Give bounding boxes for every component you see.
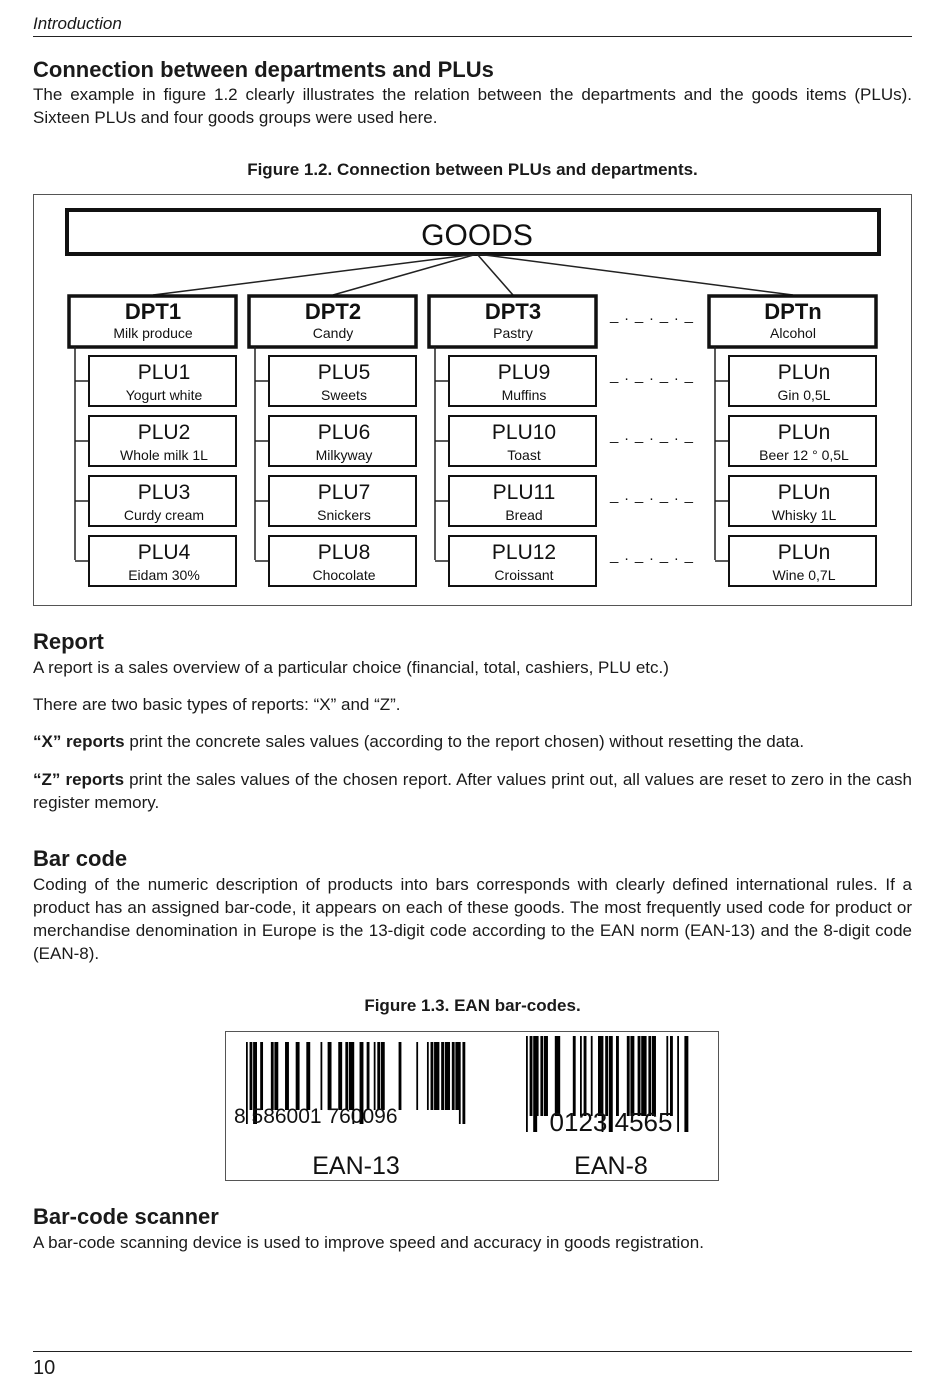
report-paragraph-1: A report is a sales overview of a particular choice (financial, total, cashiers, PLU etc.) — [33, 658, 669, 677]
page-number: 10 — [33, 1357, 56, 1379]
department-code: DPT2 — [304, 299, 362, 324]
plu-name: Wine 0,7L — [772, 567, 836, 583]
plu-code: PLU11 — [492, 481, 556, 504]
bar — [645, 1036, 647, 1116]
plu-code: PLUn — [777, 421, 831, 444]
plu-item — [435, 476, 596, 526]
plu-code: PLU6 — [317, 421, 371, 444]
department-name: Pastry — [493, 325, 533, 341]
heading-bar-code-scanner: Bar-code scanner — [33, 1204, 219, 1229]
bar — [666, 1036, 668, 1116]
bar — [558, 1036, 560, 1116]
ean8-label: EAN-8 — [574, 1152, 648, 1180]
plu-name: Milkyway — [315, 447, 373, 463]
plu-item — [715, 356, 876, 406]
plu-name: Whole milk 1L — [120, 447, 208, 463]
bar — [459, 1042, 461, 1124]
x-reports-term: “X” reports — [33, 732, 125, 751]
goods-label: GOODS — [421, 219, 533, 252]
connector-line — [477, 254, 513, 295]
plu-item — [255, 536, 416, 586]
bar — [399, 1042, 402, 1110]
bar — [526, 1036, 528, 1132]
plu-item — [715, 476, 876, 526]
plu-item — [435, 416, 596, 466]
bar — [250, 1042, 253, 1110]
plu-code: PLUn — [777, 541, 831, 564]
bar — [573, 1036, 576, 1116]
plu-name: Gin 0,5L — [777, 387, 831, 403]
bar — [374, 1042, 376, 1110]
heading-departments: Connection between departments and PLUs — [33, 57, 494, 82]
ellipsis-separator: _ . _ . _ . _ — [610, 427, 694, 444]
ean13-digits: 8 586001 760096 — [234, 1105, 398, 1128]
figure-1-2-caption: Figure 1.2. Connection between PLUs and departments. — [247, 160, 698, 179]
bar — [306, 1042, 310, 1110]
bar — [434, 1042, 438, 1110]
plu-name: Bread — [505, 507, 543, 523]
report-paragraph-z — [33, 768, 912, 814]
ean13-label: EAN-13 — [312, 1152, 400, 1180]
bar — [431, 1042, 434, 1110]
plu-item — [75, 356, 236, 406]
departments-paragraph: The example in figure 1.2 clearly illustrates the relation between the departments and the goods items (PLUs). Sixteen PLUs and four goods groups were used here. — [33, 85, 912, 127]
ellipsis-separator: _ . _ . _ . _ — [610, 547, 694, 564]
department-dpt3 — [429, 254, 596, 586]
x-reports-text: print the concrete sales values (according to the report chosen) without resetting the data. — [124, 732, 805, 751]
plu-name: Toast — [507, 447, 541, 463]
bar — [627, 1036, 630, 1116]
department-name: Milk produce — [113, 325, 193, 341]
plu-code: PLU3 — [137, 481, 191, 504]
plu-item — [75, 536, 236, 586]
department-code: DPTn — [764, 299, 822, 324]
plu-item — [715, 536, 876, 586]
plu-name: Chocolate — [312, 567, 376, 583]
plu-name: Muffins — [501, 387, 547, 403]
plu-name: Eidam 30% — [128, 567, 200, 583]
bar — [677, 1036, 679, 1132]
plu-code: PLU7 — [317, 481, 371, 504]
bar — [274, 1042, 278, 1110]
z-reports-text: print the sales values of the chosen report. After values print out, all values are reset to zero in the cash register memory. — [33, 770, 912, 812]
plu-code: PLU12 — [491, 541, 557, 564]
header-rule — [33, 36, 912, 37]
bar — [605, 1036, 608, 1116]
running-header: Introduction — [33, 14, 122, 33]
ean8-digits: 0123 4565 — [549, 1107, 673, 1137]
bar — [537, 1036, 539, 1116]
plu-item — [75, 416, 236, 466]
bar — [381, 1042, 385, 1110]
plu-name: Beer 12 ° 0,5L — [759, 447, 849, 463]
bar — [445, 1042, 449, 1110]
bar-code-paragraph: Coding of the numeric description of products into bars corresponds with clearly defined international rules. If a product has an assigned bar-code, it appears on each of these goods. The most frequently used code for product or merchandise denomination in Europe is the 13-digit code according to the EAN norm (EAN-13) and the 8-digit code (EAN-8). — [33, 875, 912, 963]
bar — [260, 1042, 263, 1110]
bar — [285, 1042, 289, 1110]
bar — [377, 1042, 380, 1110]
bar — [441, 1042, 444, 1110]
bar — [448, 1042, 450, 1110]
bar — [591, 1036, 593, 1116]
department-name: Candy — [312, 325, 354, 341]
connector-line — [477, 254, 793, 295]
ean-barcodes-image — [226, 1032, 718, 1180]
plu-item — [715, 416, 876, 466]
plu-code: PLU2 — [137, 421, 191, 444]
bar — [641, 1036, 645, 1116]
plu-department-diagram — [34, 195, 911, 605]
plu-name: Curdy cream — [123, 507, 205, 523]
footer-rule — [33, 1351, 912, 1352]
figure-1-3 — [225, 1031, 719, 1181]
bar — [544, 1036, 548, 1116]
z-reports-term: “Z” reports — [33, 770, 125, 789]
figure-1-2 — [33, 194, 912, 606]
plu-item — [255, 476, 416, 526]
bar — [349, 1042, 353, 1110]
report-paragraph-2: There are two basic types of reports: “X” and “Z”. — [33, 695, 401, 714]
bar — [555, 1036, 559, 1116]
bar — [328, 1042, 332, 1110]
ellipsis-separator: _ . _ . _ . _ — [610, 367, 694, 384]
figure-1-3-caption: Figure 1.3. EAN bar-codes. — [364, 996, 581, 1015]
bar — [338, 1042, 342, 1110]
heading-bar-code: Bar code — [33, 846, 128, 871]
bar — [530, 1036, 533, 1116]
report-paragraph-x — [33, 730, 912, 753]
ellipsis-separator: _ . _ . _ . _ — [610, 487, 694, 504]
bar — [580, 1036, 582, 1116]
bar — [630, 1036, 634, 1116]
plu-code: PLU9 — [497, 361, 551, 384]
plu-code: PLU8 — [317, 541, 371, 564]
bar — [638, 1036, 641, 1116]
department-name: Alcohol — [770, 325, 816, 341]
department-code: DPT3 — [484, 299, 542, 324]
plu-name: Snickers — [317, 507, 371, 523]
bar — [296, 1042, 300, 1110]
plu-code: PLU10 — [491, 421, 557, 444]
bar — [670, 1036, 673, 1116]
bar — [321, 1042, 323, 1110]
bar — [427, 1042, 429, 1110]
bar — [598, 1036, 602, 1116]
plu-code: PLU1 — [137, 361, 191, 384]
ellipsis-separator: _ . _ . _ . _ — [610, 307, 694, 324]
plu-code: PLU5 — [317, 361, 371, 384]
bar — [616, 1036, 619, 1116]
bar — [540, 1036, 543, 1116]
bar — [684, 1036, 688, 1132]
plu-name: Sweets — [321, 387, 367, 403]
plu-name: Whisky 1L — [771, 507, 837, 523]
bar — [648, 1036, 651, 1116]
bar — [416, 1042, 418, 1110]
bar — [584, 1036, 587, 1116]
bar — [462, 1042, 465, 1124]
heading-report: Report — [33, 629, 104, 654]
plu-item — [255, 416, 416, 466]
bar — [438, 1042, 440, 1110]
plu-item — [435, 536, 596, 586]
plu-code: PLUn — [777, 481, 831, 504]
plu-name: Croissant — [494, 567, 554, 583]
department-code: DPT1 — [124, 299, 182, 324]
plu-item — [435, 356, 596, 406]
plu-code: PLUn — [777, 361, 831, 384]
bar — [345, 1042, 348, 1110]
connector-line — [333, 254, 477, 295]
connector-line — [153, 254, 477, 295]
bar — [271, 1042, 274, 1110]
bar — [533, 1036, 537, 1132]
bar — [652, 1036, 656, 1116]
plu-name: Yogurt white — [125, 387, 203, 403]
bar — [367, 1042, 370, 1110]
plu-item — [75, 476, 236, 526]
bar — [452, 1042, 455, 1110]
plu-code: PLU4 — [137, 541, 191, 564]
scanner-paragraph: A bar-code scanning device is used to improve speed and accuracy in goods registration. — [33, 1233, 704, 1252]
bar — [455, 1042, 459, 1110]
plu-item — [255, 356, 416, 406]
